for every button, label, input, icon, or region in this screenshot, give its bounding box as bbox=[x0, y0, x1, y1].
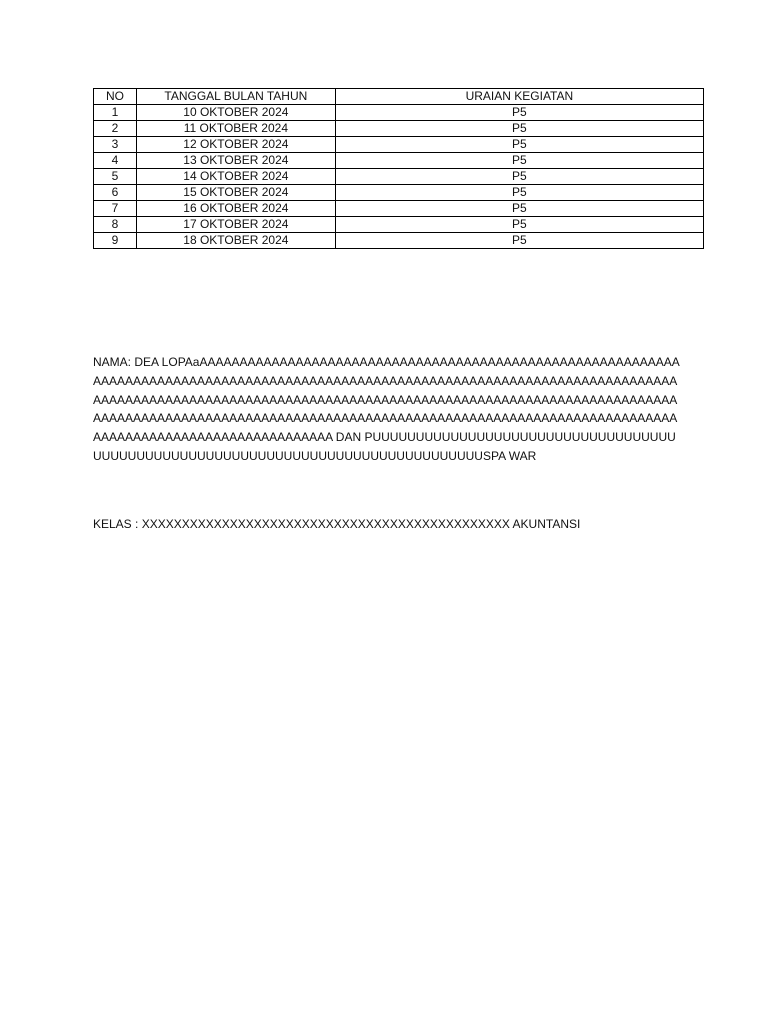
cell-description: P5 bbox=[335, 137, 703, 153]
table-row bbox=[94, 233, 704, 249]
cell-no: 9 bbox=[94, 233, 137, 249]
cell-date: 14 OKTOBER 2024 bbox=[136, 169, 335, 185]
cell-no: 6 bbox=[94, 185, 137, 201]
cell-no: 7 bbox=[94, 201, 137, 217]
table-row bbox=[94, 137, 704, 153]
table-row bbox=[94, 121, 704, 137]
cell-date: 16 OKTOBER 2024 bbox=[136, 201, 335, 217]
header-no: NO bbox=[94, 89, 137, 105]
cell-date: 15 OKTOBER 2024 bbox=[136, 185, 335, 201]
name-paragraph bbox=[93, 353, 683, 466]
cell-date: 10 OKTOBER 2024 bbox=[136, 105, 335, 121]
cell-no: 1 bbox=[94, 105, 137, 121]
nama-text: NAMA: DEA LOPAaAAAAAAAAAAAAAAAAAAAAAAAAAAAAAAAAAAAAAAAAAAAAAAAAAAAAAAAAAAAAAAAAAAAAAAAAAAAAAAAAAAAAAAAAAAAAAAAAAAAAAAAAAAAAAAAAAAAAAAAAAAAAAAAAAAAAAAAAAAAAAAAAAAAAAAAAAAAAAAAAAAAAAAAAAAAAAAAAAAAAAAAAAAAAAAAAAAAAAAAAAAAAAAAAAAAAAAAAAAAAAAAAAAAAAAAAAAAAAAAAAAAAAAAAAAAAAAAAAAAAAAAAAAAAAAAAAAAAAAAAAAAAAAAAAAAAAAAAAAAAAAAAAAAAA DAN PUUUUUUUUUUUUUUUUUUUUUUUUUUUUUUUUUUUUUUUUUUUUUUUUUUUUUUUUUUUUUUUUUUUUUUUUUUUUUUUUSPA WAR bbox=[93, 355, 680, 463]
cell-description: P5 bbox=[335, 201, 703, 217]
cell-no: 8 bbox=[94, 217, 137, 233]
table-row bbox=[94, 169, 704, 185]
table-row bbox=[94, 153, 704, 169]
header-description: URAIAN KEGIATAN bbox=[335, 89, 703, 105]
cell-description: P5 bbox=[335, 169, 703, 185]
cell-description: P5 bbox=[335, 121, 703, 137]
cell-date: 18 OKTOBER 2024 bbox=[136, 233, 335, 249]
kelas-text: KELAS : XXXXXXXXXXXXXXXXXXXXXXXXXXXXXXXXXXXXXXXXXXXXXX AKUNTANSI bbox=[93, 517, 581, 531]
cell-description: P5 bbox=[335, 185, 703, 201]
cell-date: 12 OKTOBER 2024 bbox=[136, 137, 335, 153]
header-date: TANGGAL BULAN TAHUN bbox=[136, 89, 335, 105]
table-header-row bbox=[94, 89, 704, 105]
cell-date: 17 OKTOBER 2024 bbox=[136, 217, 335, 233]
table-row bbox=[94, 105, 704, 121]
cell-no: 2 bbox=[94, 121, 137, 137]
cell-description: P5 bbox=[335, 217, 703, 233]
table-row bbox=[94, 217, 704, 233]
cell-description: P5 bbox=[335, 153, 703, 169]
class-paragraph bbox=[93, 515, 693, 533]
table-row bbox=[94, 201, 704, 217]
cell-no: 4 bbox=[94, 153, 137, 169]
cell-no: 5 bbox=[94, 169, 137, 185]
cell-date: 11 OKTOBER 2024 bbox=[136, 121, 335, 137]
cell-description: P5 bbox=[335, 105, 703, 121]
table-row bbox=[94, 185, 704, 201]
cell-date: 13 OKTOBER 2024 bbox=[136, 153, 335, 169]
activity-table bbox=[93, 88, 704, 249]
cell-no: 3 bbox=[94, 137, 137, 153]
cell-description: P5 bbox=[335, 233, 703, 249]
